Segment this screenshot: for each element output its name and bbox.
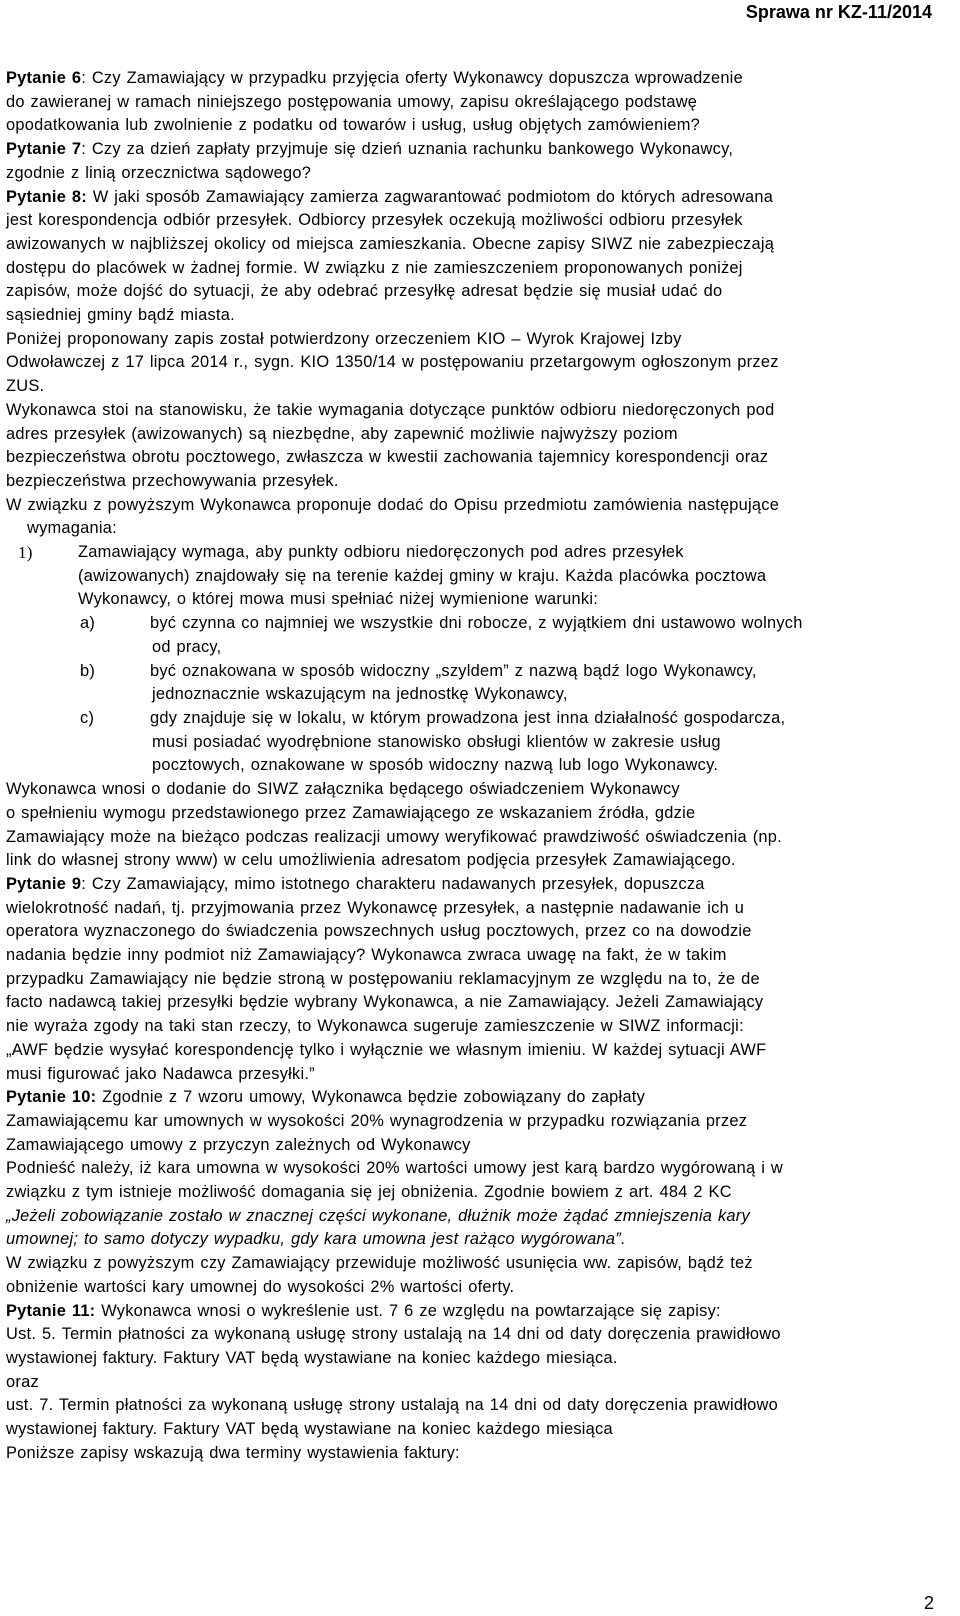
text-line: bezpieczeństwa przechowywania przesyłek. (6, 471, 339, 490)
question-label: Pytanie 6 (6, 69, 82, 87)
text-line: Poniżej proponowany zapis został potwierdzony orzeczeniem KIO – Wyrok Krajowej Izby (6, 329, 682, 348)
text-line: wymagania: (27, 519, 117, 538)
case-number-header: Sprawa nr KZ-11/2014 (745, 2, 932, 22)
text-line: opodatkowania lub zwolnienie z podatku od towarów i usług, usług objętych zamówieniem? (6, 116, 700, 135)
text-line: Zamawiający może na bieżąco podczas realizacji umowy weryfikować prawdziwość oświadczenia (np. (6, 827, 782, 846)
text-line: Wykonawca stoi na stanowisku, że takie wymagania dotyczące punktów odbioru niedoręczonych pod (6, 400, 775, 419)
question-10: Pytanie 10: Zgodnie z 7 wzoru umowy, Wykonawca będzie zobowiązany do zapłaty (6, 1088, 646, 1107)
text-line: ZUS. (6, 377, 45, 396)
text-line: operatora wyznaczonego do świadczenia powszechnych usług pocztowych, przez co na dowodzie (6, 922, 752, 941)
text-line: Wykonawca wnosi o dodanie do SIWZ załącznika będącego oświadczeniem Wykonawcy (6, 780, 680, 799)
text-line: wystawionej faktury. Faktury VAT będą wystawiane na koniec każdego miesiąca. (6, 1348, 618, 1367)
question-label: Pytanie 7 (6, 140, 82, 159)
question-label: Pytanie 10: (6, 1088, 97, 1107)
text-line: od pracy, (152, 637, 222, 656)
text-line: awizowanych w najbliższej okolicy od miejsca zamieszkania. Obecne zapisy SIWZ nie zabezpieczają (6, 234, 775, 253)
question-11: Pytanie 11: Wykonawca wnosi o wykreślenie ust. 7 6 ze względu na powtarzające się zapisy: (6, 1301, 721, 1320)
text-line: wielokrotność nadań, tj. przyjmowania przez Wykonawcę przesyłek, a następnie nadawanie ich u (6, 898, 745, 917)
text-line: Podnieść należy, iż kara umowna w wysokości 20% wartości umowy jest karą bardzo wygórowaną i w (6, 1159, 783, 1178)
question-label: Pytanie 9 (6, 874, 82, 893)
text-line: link do własnej strony www) w celu umożliwienia adresatom podjęcia przesyłek Zamawiającego. (6, 851, 736, 870)
list-number: 1) (18, 543, 33, 563)
sub-item-a: a) być czynna co najmniej we wszystkie dni robocze, z wyjątkiem dni ustawowo wolnych (0, 612, 960, 636)
quoted-text: „Jeżeli zobowiązanie zostało w znacznej części wykonane, dłużnik może żądać zmniejszenia kary (6, 1206, 750, 1225)
text-line: adres przesyłek (awizowanych) są niezbędne, aby zapewnić możliwie najwyższy poziom (6, 424, 678, 443)
text-line: jednoznacznie wskazującym na jednostkę Wykonawcy, (152, 685, 568, 704)
sub-item-b: b) być oznakowana w sposób widoczny „szyldem” z nazwą bądź logo Wykonawcy, (0, 660, 960, 684)
list-item-1: 1) Zamawiający wymaga, aby punkty odbioru niedoręczonych pod adres przesyłek (0, 541, 960, 565)
text-line: Poniższe zapisy wskazują dwa terminy wystawienia faktury: (6, 1443, 460, 1462)
text-line: musi posiadać wyodrębnione stanowisko obsługi klientów w zakresie usług (152, 732, 721, 751)
text-line: Ust. 5. Termin płatności za wykonaną usługę strony ustalają na 14 dni od daty doręczenia prawidłowo (6, 1325, 781, 1344)
text-line: przypadku Zamawiający nie będzie stroną w postępowaniu reklamacyjnym ze względu na to, że de (6, 969, 760, 988)
text-line: związku z tym istnieje możliwość domagania się jej obniżenia. Zgodnie bowiem z art. 484 2 KC (6, 1183, 732, 1202)
text-line: pocztowych, oznakowane w sposób widoczny nazwą lub logo Wykonawcy. (152, 756, 719, 775)
text-line: musi figurować jako Nadawca przesyłki.” (6, 1064, 315, 1083)
question-7: Pytanie 7: Czy za dzień zapłaty przyjmuje się dzień uznania rachunku bankowego Wykonawcy, (6, 140, 734, 159)
text-line: Wykonawcy, o której mowa musi spełniać niżej wymienione warunki: (78, 590, 599, 609)
text-line: Odwoławczej z 17 lipca 2014 r., sygn. KIO 1350/14 w postępowaniu przetargowym ogłoszonym przez (6, 353, 779, 372)
text-line: wystawionej faktury. Faktury VAT będą wystawiane na koniec każdego miesiąca (6, 1420, 613, 1439)
text-line: jest korespondencja odbiór przesyłek. Odbiorcy przesyłek oczekują możliwości odbioru przesyłek (6, 211, 743, 230)
text-line: zgodnie z linią orzecznictwa sądowego? (6, 163, 312, 182)
text-line: nie wyraża zgody na taki stan rzeczy, to Wykonawca sugeruje zamieszczenie w SIWZ informacji: (6, 1017, 744, 1036)
sub-item-c: c) gdy znajduje się w lokalu, w którym prowadzona jest inna działalność gospodarcza, (0, 707, 960, 731)
text-line: sąsiedniej gminy bądź miasta. (6, 306, 235, 325)
text-line: bezpieczeństwa obrotu pocztowego, zwłaszcza w kwestii zachowania tajemnicy korespondencji oraz (6, 448, 769, 467)
page-number: 2 (923, 1593, 934, 1613)
text-line: dostępu do placówek w żadnej formie. W związku z nie zamieszczeniem proponowanych poniżej (6, 258, 743, 277)
text-line: (awizowanych) znajdowały się na terenie każdej gminy w kraju. Każda placówka pocztowa (78, 566, 767, 585)
text-line: do zawieranej w ramach niniejszego postępowania umowy, zapisu określającego podstawę (6, 92, 698, 111)
quoted-text: umownej; to samo dotyczy wypadku, gdy kara umowna jest rażąco wygórowana”. (6, 1230, 626, 1249)
question-6: Pytanie 6: Czy Zamawiający w przypadku przyjęcia oferty Wykonawcy dopuszcza wprowadzenie (6, 69, 743, 87)
text-line: facto nadawcą takiej przesyłki będzie wybrany Wykonawca, a nie Zamawiający. Jeżeli Zamawiający (6, 993, 764, 1012)
question-label: Pytanie 11: (6, 1301, 96, 1320)
text-line: Zamawiającego umowy z przyczyn zależnych od Wykonawcy (6, 1135, 471, 1154)
document-body (0, 67, 960, 1465)
text-line: W związku z powyższym czy Zamawiający przewiduje możliwość usunięcia ww. zapisów, bądź też (6, 1254, 753, 1273)
question-label: Pytanie 8: (6, 187, 87, 206)
text-line: o spełnieniu wymogu przedstawionego przez Zamawiającego ze wskazaniem źródła, gdzie (6, 803, 696, 822)
text-line: W związku z powyższym Wykonawca proponuje dodać do Opisu przedmiotu zamówienia następujące (6, 495, 780, 514)
sub-item-letter: a) (80, 614, 96, 633)
text-line: Zamawiającemu kar umownych w wysokości 20% wynagrodzenia w przypadku rozwiązania przez (6, 1111, 748, 1130)
text-line: oraz (6, 1372, 39, 1391)
question-9: Pytanie 9: Czy Zamawiający, mimo istotnego charakteru nadawanych przesyłek, dopuszcza (6, 874, 705, 893)
sub-item-letter: c) (80, 708, 95, 727)
text-line: obniżenie wartości kary umownej do wysokości 2% wartości oferty. (6, 1277, 515, 1296)
text-line: nadania będzie inny podmiot niż Zamawiający? Wykonawca zwraca uwagę na fakt, że w takim (6, 946, 727, 965)
text-line: zapisów, może dojść do sytuacji, że aby odebrać przesyłkę adresat będzie się musiał udać do (6, 282, 723, 301)
text-line: ust. 7. Termin płatności za wykonaną usługę strony ustalają na 14 dni od daty doręczenia prawidłowo (6, 1396, 778, 1415)
sub-item-letter: b) (80, 661, 96, 680)
question-8: Pytanie 8: W jaki sposób Zamawiający zamierza zagwarantować podmiotom do których adresowana (6, 187, 774, 206)
text-line: „AWF będzie wysyłać korespondencję tylko i wyłącznie we własnym imieniu. W każdej sytuacji AWF (6, 1040, 767, 1059)
